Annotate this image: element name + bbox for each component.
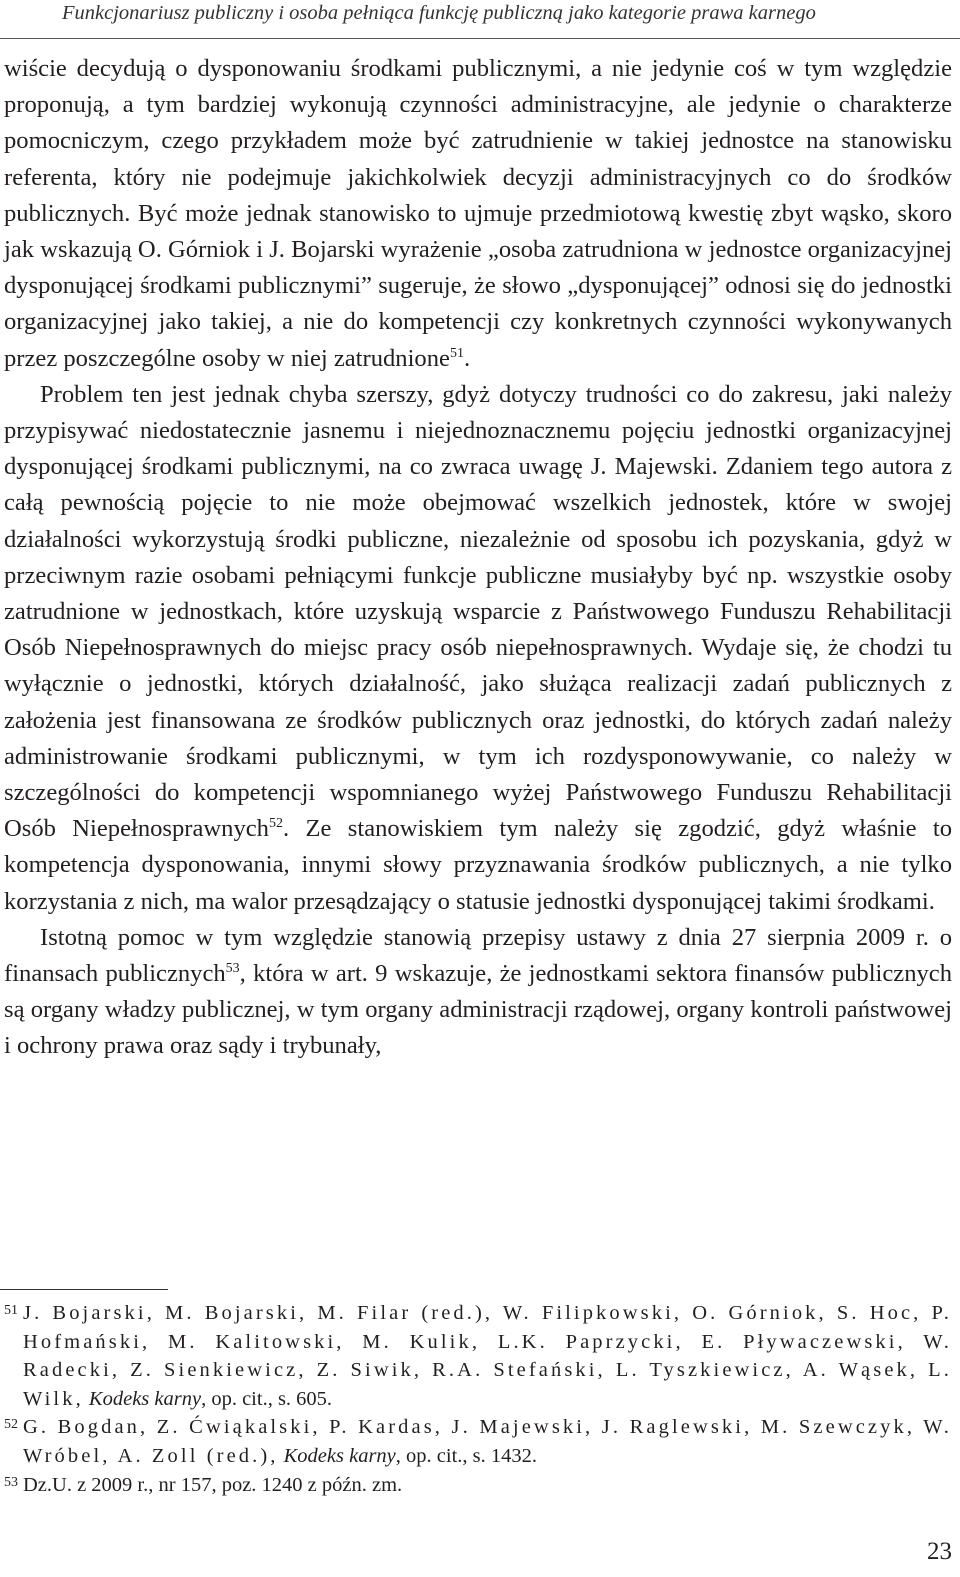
footnote-number: 51 (4, 1303, 18, 1318)
paragraph: Istotną pomoc w tym względzie stanowią przepisy ustawy z dnia 27 sierpnia 2009 r. o finansach publicznych$^{53}$, która w art. 9 wskazuje, że jednostkami sektora finansów publicznych są organy władzy publicznej, w tym organy administracji rządowej, organy kontroli państwowej i ochrony prawa oraz sądy i trybunały, (4, 923, 952, 1060)
footnote-53 (4, 1471, 952, 1500)
paragraph: wiście decydują o dysponowaniu środkami publicznymi, a nie jedynie coś w tym względzie proponują, a tym bardziej wykonują czynności administracyjne, ale jedynie o charakterze pomocniczym, czego przykładem może być zatrudnienie w takiej jednostce na stanowisku referenta, który nie podejmuje jakichkolwiek decyzji administracyjnych co do środków publicznych. Być może jednak stanowisko to ujmuje przedmiotową kwestię zbyt wąsko, skoro jak wskazują O. Górniok i J. Bojarski wyrażenie „osoba zatrudniona w jednostce organizacyjnej dysponującej środkami publicznymi” sugeruje, że słowo „dysponującej” odnosi się do jednostki organizacyjnej jako takiej, a nie do kompetencji czy konkretnych czynności wykonywanych przez poszczególne osoby w niej zatrudnione$^{51}$. (4, 55, 952, 372)
footnote-ref[interactable]: 52 (268, 816, 283, 832)
footnote-title: Kodeks karny (88, 1387, 202, 1410)
footnote-rest: , op. cit., s. 1432. (395, 1444, 537, 1467)
footnote-title: Kodeks karny (283, 1444, 396, 1467)
footnotes (4, 1299, 952, 1499)
footnote-rest: , op. cit., s. 605. (201, 1387, 333, 1410)
footnote-number: 52 (4, 1417, 18, 1433)
paragraph: Problem ten jest jednak chyba szerszy, gdyż dotyczy trudności co do zakresu, jaki należy przypisywać niedostatecznie jasnemu i niejednoznacznemu pojęciu jednostki organizacyjnej dysponującej środkami publicznymi, na co zwraca uwagę J. Majewski. Zdaniem tego autora z całą pewnością pojęcie to nie może obejmować wszelkich jednostek, które w swojej działalności wykorzystują środki publiczne, niezależnie od sposobu ich pozyskania, gdyż w przeciwnym razie osobami pełniącymi funkcje publiczne musiałyby być np. wszystkie osoby zatrudnione w jednostkach, które uzyskują wsparcie z Państwowego Funduszu Rehabilitacji Osób Niepełnosprawnych do miejsc pracy osób niepełnosprawnych. Wydaje się, że chodzi tu wyłącznie o jednostki, których działalność, jako służąca realizacji zadań publicznych z założenia jest finansowana ze środków publicznych oraz jednostki, do których zadań należy administrowanie środkami publicznymi, w tym ich rozdysponowywanie, co należy w szczególności do kompetencji wspomnianego wyżej Państwowego Funduszu Rehabilitacji Osób Niepełnosprawnych$^{52}$. Ze stanowiskiem tym należy się zgodzić, gdyż właśnie to kompetencja dysponowania, innymi słowy przyznawania środków publicznych, a nie tylko korzystania z nich, ma walor przesądzający o statusie jednostki dysponującej takimi środkami. (4, 380, 952, 915)
footnote-ref[interactable]: 51 (449, 345, 464, 361)
footnote-authors: J. Bojarski, M. Bojarski, M. Filar (red.), W. Filipkowski, O. Górniok, S. Hoc, P. Hofmański, M. Kalitowski, M. Kulik, L.K. Paprzycki, E. Pływaczewski, W. Radecki, Z. Sienkiewicz, Z. Siwik, R.A. Stefański, L. Tyszkiewicz, A. Wąsek, L. Wilk, (23, 1302, 952, 1410)
footnote-51 (4, 1299, 952, 1413)
running-head: Funkcjonariusz publiczny i osoba pełniąca funkcję publiczną jako kategorie prawa karnego (62, 2, 816, 24)
footnote-52 (4, 1413, 952, 1470)
page-number: 23 (927, 1538, 952, 1565)
footnote-authors: G. Bogdan, Z. Ćwiąkalski, P. Kardas, J. Majewski, J. Raglewski, M. Szewczyk, W. Wróbel, A. Zoll (red.), (23, 1416, 952, 1467)
footnote-number: 53 (4, 1474, 18, 1490)
footnote-ref[interactable]: 53 (225, 961, 240, 977)
body-text (4, 51, 952, 1065)
header-rule (0, 38, 960, 39)
footnote-text: Dz.U. z 2009 r., nr 157, poz. 1240 z późn. zm. (23, 1473, 403, 1496)
footnote-rule (0, 1289, 168, 1290)
